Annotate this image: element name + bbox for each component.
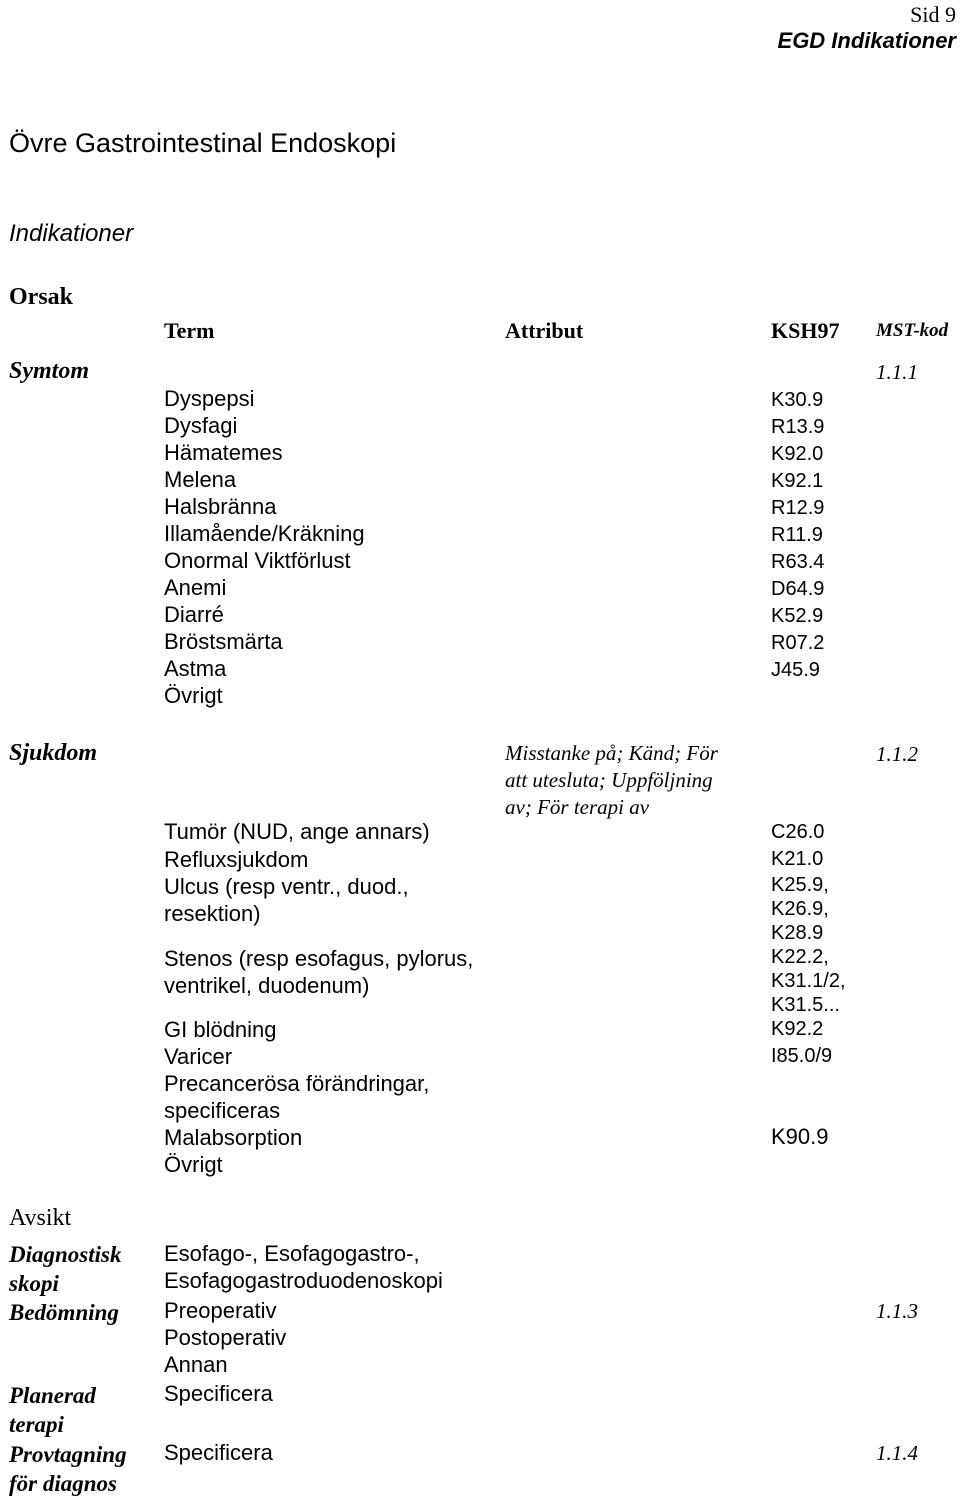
ksh-code: K25.9, (771, 874, 829, 896)
sjukdom-term: Varicer (164, 1044, 233, 1069)
symtom-term: Bröstsmärta (164, 629, 283, 654)
category-sjukdom: Sjukdom (9, 740, 98, 766)
ksh-code: R12.9 (771, 497, 825, 519)
sjukdom-term: Malabsorption (164, 1125, 303, 1150)
attribut-line: Misstanke på; Känd; För (505, 741, 718, 765)
attribut-line: att utesluta; Uppföljning (505, 768, 713, 792)
avsikt-term: Specificera (164, 1381, 273, 1406)
symtom-term: Dyspepsi (164, 386, 255, 411)
avsikt-term: Postoperativ (164, 1325, 287, 1350)
section-avsikt: Avsikt (9, 1205, 72, 1231)
symtom-term: Onormal Viktförlust (164, 548, 351, 573)
sjukdom-term: Tumör (NUD, ange annars) (164, 819, 430, 844)
symtom-term: Hämatemes (164, 440, 283, 465)
category-label-line: för diagnos (9, 1471, 117, 1496)
category-label-line: terapi (9, 1412, 64, 1437)
ksh-code: K21.0 (771, 848, 824, 870)
ksh-code: R13.9 (771, 416, 825, 438)
sjukdom-term: resektion) (164, 901, 261, 926)
ksh-code: K30.9 (771, 389, 824, 411)
category-bedomning: Bedömning (9, 1300, 119, 1325)
sjukdom-term: Refluxsjukdom (164, 847, 309, 872)
ksh-code: K90.9 (771, 1124, 829, 1149)
document-header: EGD Indikationer (777, 28, 956, 53)
mst-code-provtagning: 1.1.4 (876, 1441, 918, 1465)
category-diagnostisk-skopi (9, 1240, 121, 1298)
sjukdom-term: Stenos (resp esofagus, pylorus, (164, 946, 474, 971)
sjukdom-term: GI blödning (164, 1017, 277, 1042)
category-label-line: Provtagning (9, 1442, 127, 1467)
column-header-mst: MST-kod (876, 320, 949, 341)
ksh-code: K26.9, (771, 898, 829, 920)
mst-code-bedomning: 1.1.3 (876, 1299, 918, 1323)
attribut-line: av; För terapi av (505, 795, 650, 819)
ksh-code: K28.9 (771, 922, 824, 944)
symtom-code-list (771, 387, 824, 684)
symtom-term-list (164, 385, 365, 709)
symtom-term: Melena (164, 467, 237, 492)
section-orsak: Orsak (9, 284, 74, 310)
ksh-code: K31.5... (771, 994, 840, 1016)
page-subtitle: Indikationer (9, 220, 134, 247)
column-header-term: Term (164, 318, 215, 343)
avsikt-term: Esofagogastroduodenoskopi (164, 1268, 443, 1293)
page-title: Övre Gastrointestinal Endoskopi (9, 128, 397, 158)
ksh-code: K92.2 (771, 1018, 824, 1040)
column-header-ksh97: KSH97 (771, 318, 840, 343)
ksh-code: R11.9 (771, 524, 823, 546)
symtom-term: Övrigt (164, 683, 223, 708)
sjukdom-attribut (505, 740, 718, 821)
mst-code-sjukdom: 1.1.2 (876, 742, 918, 766)
sjukdom-term: Ulcus (resp ventr., duod., (164, 874, 409, 899)
symtom-term: Dysfagi (164, 413, 238, 438)
sjukdom-term: Precancerösa förändringar, (164, 1071, 430, 1096)
ksh-code: I85.0/9 (771, 1045, 833, 1067)
category-symtom: Symtom (9, 358, 90, 384)
symtom-term: Halsbränna (164, 494, 277, 519)
page-number: Sid 9 (910, 2, 956, 27)
avsikt-term: Esofago-, Esofagogastro-, (164, 1241, 420, 1266)
ksh-code: R63.4 (771, 551, 825, 573)
avsikt-term: Preoperativ (164, 1298, 277, 1323)
ksh-code: R07.2 (771, 632, 825, 654)
category-label-line: Planerad (9, 1383, 96, 1408)
category-planerad-terapi (9, 1381, 96, 1439)
ksh-code: K31.1/2, (771, 970, 846, 992)
category-provtagning (9, 1440, 127, 1498)
ksh-code: K92.0 (771, 443, 824, 465)
symtom-term: Astma (164, 656, 227, 681)
ksh-code: J45.9 (771, 659, 820, 681)
symtom-term: Diarré (164, 602, 224, 627)
sjukdom-term: ventrikel, duodenum) (164, 973, 370, 998)
sjukdom-term: Övrigt (164, 1152, 223, 1177)
ksh-code: C26.0 (771, 821, 825, 843)
sjukdom-term: specificeras (164, 1098, 281, 1123)
ksh-code: K92.1 (771, 470, 824, 492)
ksh-code: K52.9 (771, 605, 824, 627)
diagnostisk-terms (164, 1240, 443, 1294)
bedomning-terms (164, 1297, 286, 1378)
ksh-code: K22.2, (771, 946, 829, 968)
symtom-term: Anemi (164, 575, 227, 600)
symtom-term: Illamående/Kräkning (164, 521, 365, 546)
category-label-line: Diagnostisk (9, 1242, 122, 1267)
column-header-attribut: Attribut (505, 318, 584, 343)
mst-code-symtom: 1.1.1 (876, 360, 918, 384)
avsikt-term: Annan (164, 1352, 228, 1377)
category-label-line: skopi (9, 1271, 59, 1296)
avsikt-term: Specificera (164, 1440, 273, 1465)
ksh-code: D64.9 (771, 578, 825, 600)
